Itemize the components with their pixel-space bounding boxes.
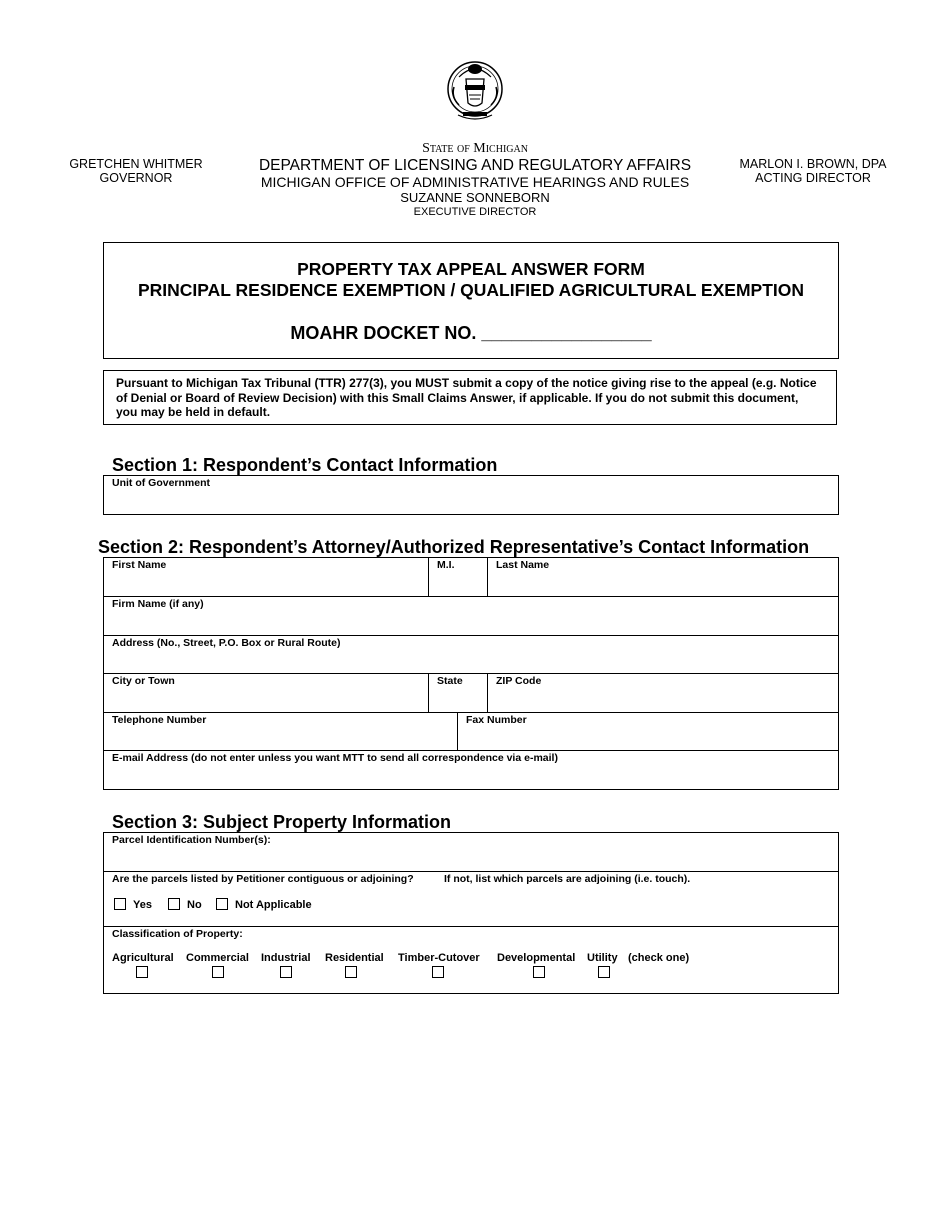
director-title: ACTING DIRECTOR (755, 171, 871, 185)
zip-code-label: ZIP Code (496, 675, 542, 687)
no-checkbox[interactable] (168, 898, 180, 910)
notice-text: Pursuant to Michigan Tax Tribunal (TTR) 277(3), you MUST submit a copy of the notice giving rise to the appeal (e.g. Notice of Denial or Board of Review Decision) with this Small Claims Answer, if applicable. If you do not submit this document, you may be held in default. (116, 376, 817, 419)
unit-of-government-field[interactable] (103, 475, 839, 515)
state-field[interactable] (428, 673, 488, 713)
firm-name-field[interactable] (103, 596, 839, 636)
form-title-box (103, 242, 839, 359)
executive-director-title: EXECUTIVE DIRECTOR (413, 206, 537, 218)
timber-cutover-label: Timber-Cutover (398, 952, 480, 964)
first-name-field[interactable] (103, 557, 429, 597)
section1-heading: Section 1: Respondent’s Contact Information (112, 455, 498, 475)
industrial-checkbox[interactable] (280, 966, 292, 978)
agricultural-label: Agricultural (112, 952, 174, 964)
state-seal (446, 57, 504, 125)
address-label: Address (No., Street, P.O. Box or Rural Route) (112, 637, 341, 649)
utility-checkbox[interactable] (598, 966, 610, 978)
middle-initial-field[interactable] (428, 557, 488, 597)
parcel-id-field[interactable] (103, 832, 839, 872)
no-label: No (187, 899, 202, 911)
last-name-field[interactable] (487, 557, 839, 597)
state-label: State (437, 675, 463, 687)
yes-label: Yes (133, 899, 152, 911)
middle-initial-label: M.I. (437, 559, 455, 571)
firm-name-label: Firm Name (if any) (112, 598, 204, 610)
notice-box (103, 370, 837, 425)
city-label: City or Town (112, 675, 175, 687)
city-field[interactable] (103, 673, 429, 713)
commercial-label: Commercial (186, 952, 249, 964)
agency-block (230, 140, 720, 219)
section2-heading: Section 2: Respondent’s Attorney/Authorized Representative’s Contact Information (98, 537, 810, 557)
contiguous-question-box (103, 871, 839, 927)
director-name: MARLON I. BROWN, DPA (739, 157, 887, 171)
fax-label: Fax Number (466, 714, 527, 726)
not-applicable-label: Not Applicable (235, 899, 312, 911)
email-field[interactable] (103, 750, 839, 790)
residential-label: Residential (325, 952, 384, 964)
residential-checkbox[interactable] (345, 966, 357, 978)
docket-number-field[interactable]: MOAHR DOCKET NO. _________________ (290, 323, 652, 343)
telephone-label: Telephone Number (112, 714, 207, 726)
governor-name: GRETCHEN WHITMER (69, 157, 203, 171)
agricultural-checkbox[interactable] (136, 966, 148, 978)
timber-cutover-checkbox[interactable] (432, 966, 444, 978)
telephone-field[interactable] (103, 712, 458, 751)
section3-heading: Section 3: Subject Property Information (112, 812, 452, 832)
industrial-label: Industrial (261, 952, 311, 964)
yes-checkbox[interactable] (114, 898, 126, 910)
state-name: State of Michigan (422, 141, 528, 156)
governor-title: GOVERNOR (99, 171, 173, 185)
email-label: E-mail Address (do not enter unless you want MTT to send all correspondence via e-mail) (112, 752, 558, 764)
classification-label: Classification of Property: (112, 928, 243, 940)
office-name: MICHIGAN OFFICE OF ADMINISTRATIVE HEARINGS AND RULES (260, 174, 690, 190)
first-name-label: First Name (112, 559, 167, 571)
developmental-label: Developmental (497, 952, 576, 964)
form-title: PROPERTY TAX APPEAL ANSWER FORM (297, 259, 645, 279)
not-applicable-checkbox[interactable] (216, 898, 228, 910)
department-name: DEPARTMENT OF LICENSING AND REGULATORY AFFAIRS (258, 157, 692, 174)
contiguous-question: Are the parcels listed by Petitioner contiguous or adjoining? (112, 873, 414, 885)
utility-label: Utility (587, 952, 618, 964)
governor-block (56, 157, 216, 185)
contiguous-followup: If not, list which parcels are adjoining (i.e. touch). (444, 873, 691, 885)
fax-field[interactable] (457, 712, 839, 751)
address-field[interactable] (103, 635, 839, 674)
director-block (728, 157, 898, 185)
last-name-label: Last Name (496, 559, 550, 571)
zip-code-field[interactable] (487, 673, 839, 713)
parcel-id-label: Parcel Identification Number(s): (112, 834, 271, 846)
form-subtitle: PRINCIPAL RESIDENCE EXEMPTION / QUALIFIED AGRICULTURAL EXEMPTION (137, 280, 805, 300)
executive-director-name: SUZANNE SONNEBORN (400, 190, 550, 205)
commercial-checkbox[interactable] (212, 966, 224, 978)
check-one-note: (check one) (628, 952, 690, 964)
unit-of-government-label: Unit of Government (112, 477, 211, 489)
developmental-checkbox[interactable] (533, 966, 545, 978)
classification-box (103, 926, 839, 994)
